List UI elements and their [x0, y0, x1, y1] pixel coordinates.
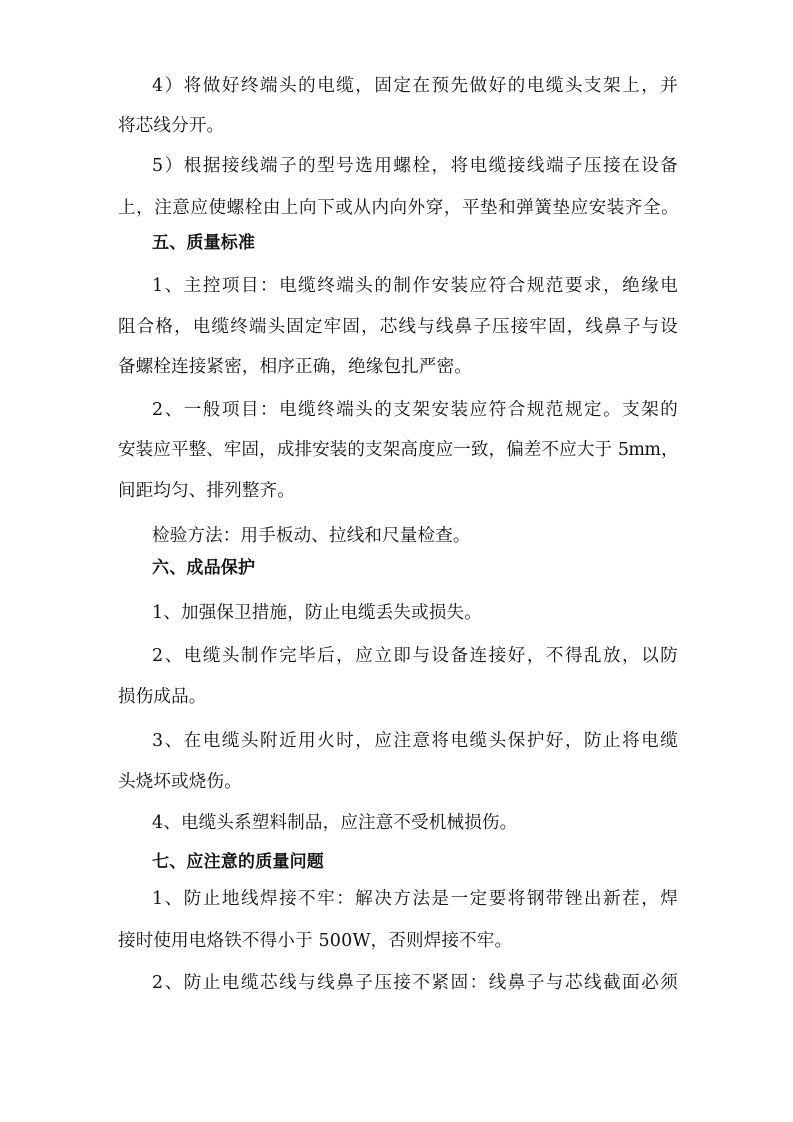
paragraph-protection-1: 1、加强保卫措施，防止电缆丢失或损失。 [152, 603, 482, 623]
paragraph-issue-1-line-1: 1、防止地线焊接不牢：解决方法是一定要将钢带锉出新茬，焊 [152, 889, 678, 909]
paragraph-step-5-line-1: 5）根据接线端子的型号选用螺栓，将电缆接线端子压接在设备 [152, 156, 678, 176]
paragraph-protection-4: 4、电缆头系塑料制品，应注意不受机械损伤。 [152, 813, 518, 833]
section-heading-quality-issues: 七、应注意的质量问题 [152, 852, 324, 872]
paragraph-step-4-line-2: 将芯线分开。 [118, 116, 225, 136]
paragraph-step-4-line-1: 4）将做好终端头的电缆，固定在预先做好的电缆头支架上，并 [152, 76, 678, 96]
paragraph-issue-1-line-2: 接时使用电烙铁不得小于 500W，否则焊接不牢。 [118, 931, 513, 951]
section-heading-product-protection: 六、成品保护 [152, 558, 256, 578]
section-heading-quality-standard: 五、质量标准 [152, 233, 256, 253]
paragraph-protection-3-line-1: 3、在电缆头附近用火时，应注意将电缆头保护好，防止将电缆 [152, 731, 678, 751]
paragraph-main-control-line-1: 1、主控项目：电缆终端头的制作安装应符合规范要求，绝缘电 [152, 276, 678, 296]
paragraph-main-control-line-2: 阻合格，电缆终端头固定牢固，芯线与线鼻子压接牢固，线鼻子与设 [118, 317, 678, 337]
paragraph-protection-2-line-2: 损伤成品。 [118, 687, 207, 707]
paragraph-general-items-line-1: 2、一般项目：电缆终端头的支架安装应符合规范规定。支架的 [152, 400, 678, 420]
paragraph-general-items-line-3: 间距均匀、排列整齐。 [118, 481, 295, 501]
paragraph-protection-3-line-2: 头烧坏或烧伤。 [118, 772, 242, 792]
paragraph-step-5-line-2: 上，注意应使螺栓由上向下或从内向外穿，平垫和弹簧垫应安装齐全。 [118, 198, 678, 218]
paragraph-main-control-line-3: 备螺栓连接紧密，相序正确，绝缘包扎严密。 [118, 357, 472, 377]
paragraph-protection-2-line-1: 2、电缆头制作完毕后，应立即与设备连接好，不得乱放，以防 [152, 646, 678, 666]
paragraph-issue-2-line-1: 2、防止电缆芯线与线鼻子压接不紧固：线鼻子与芯线截面必须 [152, 973, 678, 993]
paragraph-general-items-line-2: 安装应平整、牢固，成排安装的支架高度应一致，偏差不应大于 5mm， [118, 440, 678, 460]
paragraph-inspection-method: 检验方法：用手板动、拉线和尺量检查。 [152, 526, 471, 546]
